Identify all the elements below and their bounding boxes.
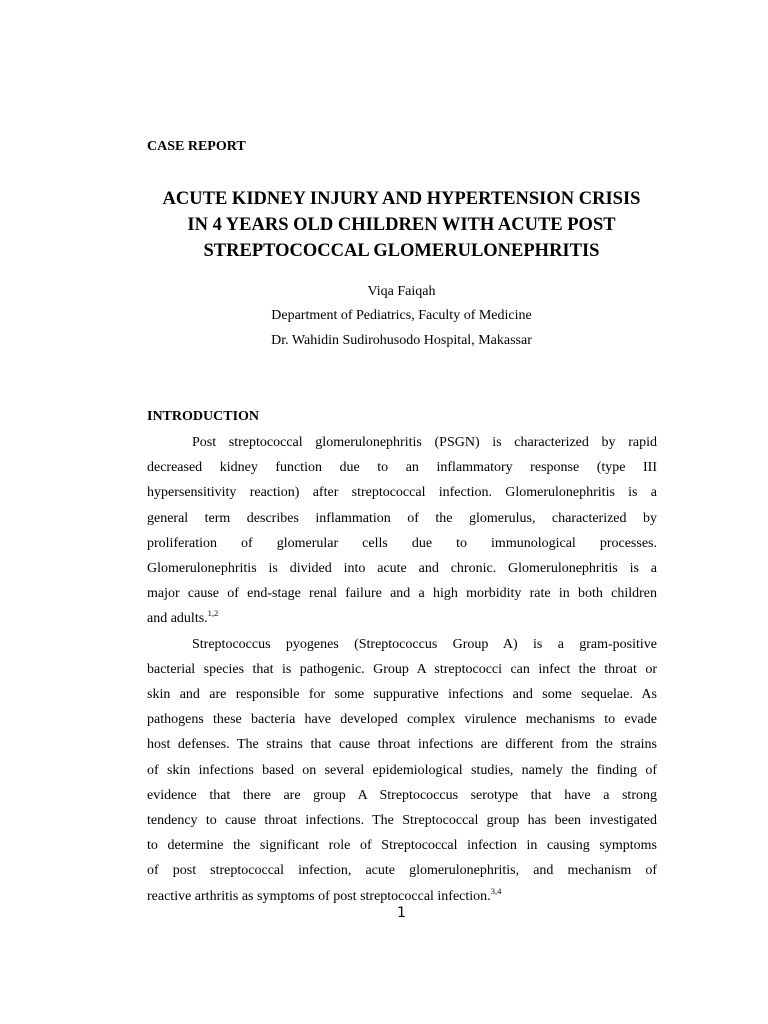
affiliation-department: Department of Pediatrics, Faculty of Medicine — [271, 308, 532, 323]
paragraph-2-line: tendency to cause throat infections. The Streptococcal group has been investigated — [147, 813, 657, 829]
paragraph-2-line: to determine the significant role of Streptococcal infection in causing symptoms — [147, 838, 657, 854]
title-line-1: ACUTE KIDNEY INJURY AND HYPERTENSION CRISIS — [162, 189, 641, 209]
citation-ref-2: 3,4 — [490, 885, 502, 896]
paragraph-2-line: bacterial species that is pathogenic. Group A streptococci can infect the throat or — [147, 661, 657, 677]
paragraph-1-line: Post streptococcal glomerulonephritis (PSGN) is characterized by rapid — [192, 435, 657, 450]
paragraph-2-line: Streptococcus pyogenes (Streptococcus Group A) is a gram-positive — [192, 636, 657, 652]
paragraph-1-line: hypersensitivity reaction) after streptococcal infection. Glomerulonephritis is a — [147, 485, 657, 501]
paragraph-1-line: proliferation of glomerular cells due to immunological processes. — [147, 535, 657, 551]
paper-title — [100, 186, 703, 264]
paragraph-2-line: skin and are responsible for some suppurative infections and some sequelae. As — [147, 687, 657, 703]
introduction-body — [147, 430, 657, 909]
paragraph-2-line: pathogens these bacteria have developed complex virulence mechanisms to evade — [147, 712, 657, 728]
paragraph-2 — [147, 632, 657, 909]
section-label: CASE REPORT — [147, 139, 246, 154]
paragraph-1-line: general term describes inflammation of the glomerulus, characterized by — [147, 510, 657, 526]
paragraph-1-last-line — [147, 606, 657, 631]
author-name: Viqa Faiqah — [367, 284, 436, 299]
paragraph-2-line: of skin infections based on several epidemiological studies, namely the finding of — [147, 762, 657, 778]
affiliation-hospital: Dr. Wahidin Sudirohusodo Hospital, Makassar — [271, 333, 532, 348]
paragraph-2-line: host defenses. The strains that cause throat infections are different from the strains — [147, 737, 657, 753]
paragraph-2-line: evidence that there are group A Streptococcus serotype that have a strong — [147, 787, 657, 803]
paragraph-1 — [147, 430, 657, 632]
paragraph-1-line: and adults. — [147, 611, 208, 627]
paragraph-2-line: reactive arthritis as symptoms of post streptococcal infection. — [147, 888, 491, 904]
paragraph-1-line: Glomerulonephritis is divided into acute and chronic. Glomerulonephritis is a — [147, 561, 657, 577]
page-number: 1 — [397, 905, 406, 921]
title-line-3: STREPTOCOCCAL GLOMERULONEPHRITIS — [203, 241, 600, 261]
paragraph-1-line: decreased kidney function due to an inflammatory response (type III — [147, 460, 657, 476]
paragraph-1-line: major cause of end-stage renal failure and a high morbidity rate in both children — [147, 586, 657, 602]
introduction-heading: INTRODUCTION — [147, 409, 260, 424]
title-line-2: IN 4 YEARS OLD CHILDREN WITH ACUTE POST — [187, 215, 616, 235]
citation-ref-1: 1,2 — [207, 608, 219, 619]
paragraph-2-line: of post streptococcal infection, acute glomerulonephritis, and mechanism of — [147, 863, 657, 879]
